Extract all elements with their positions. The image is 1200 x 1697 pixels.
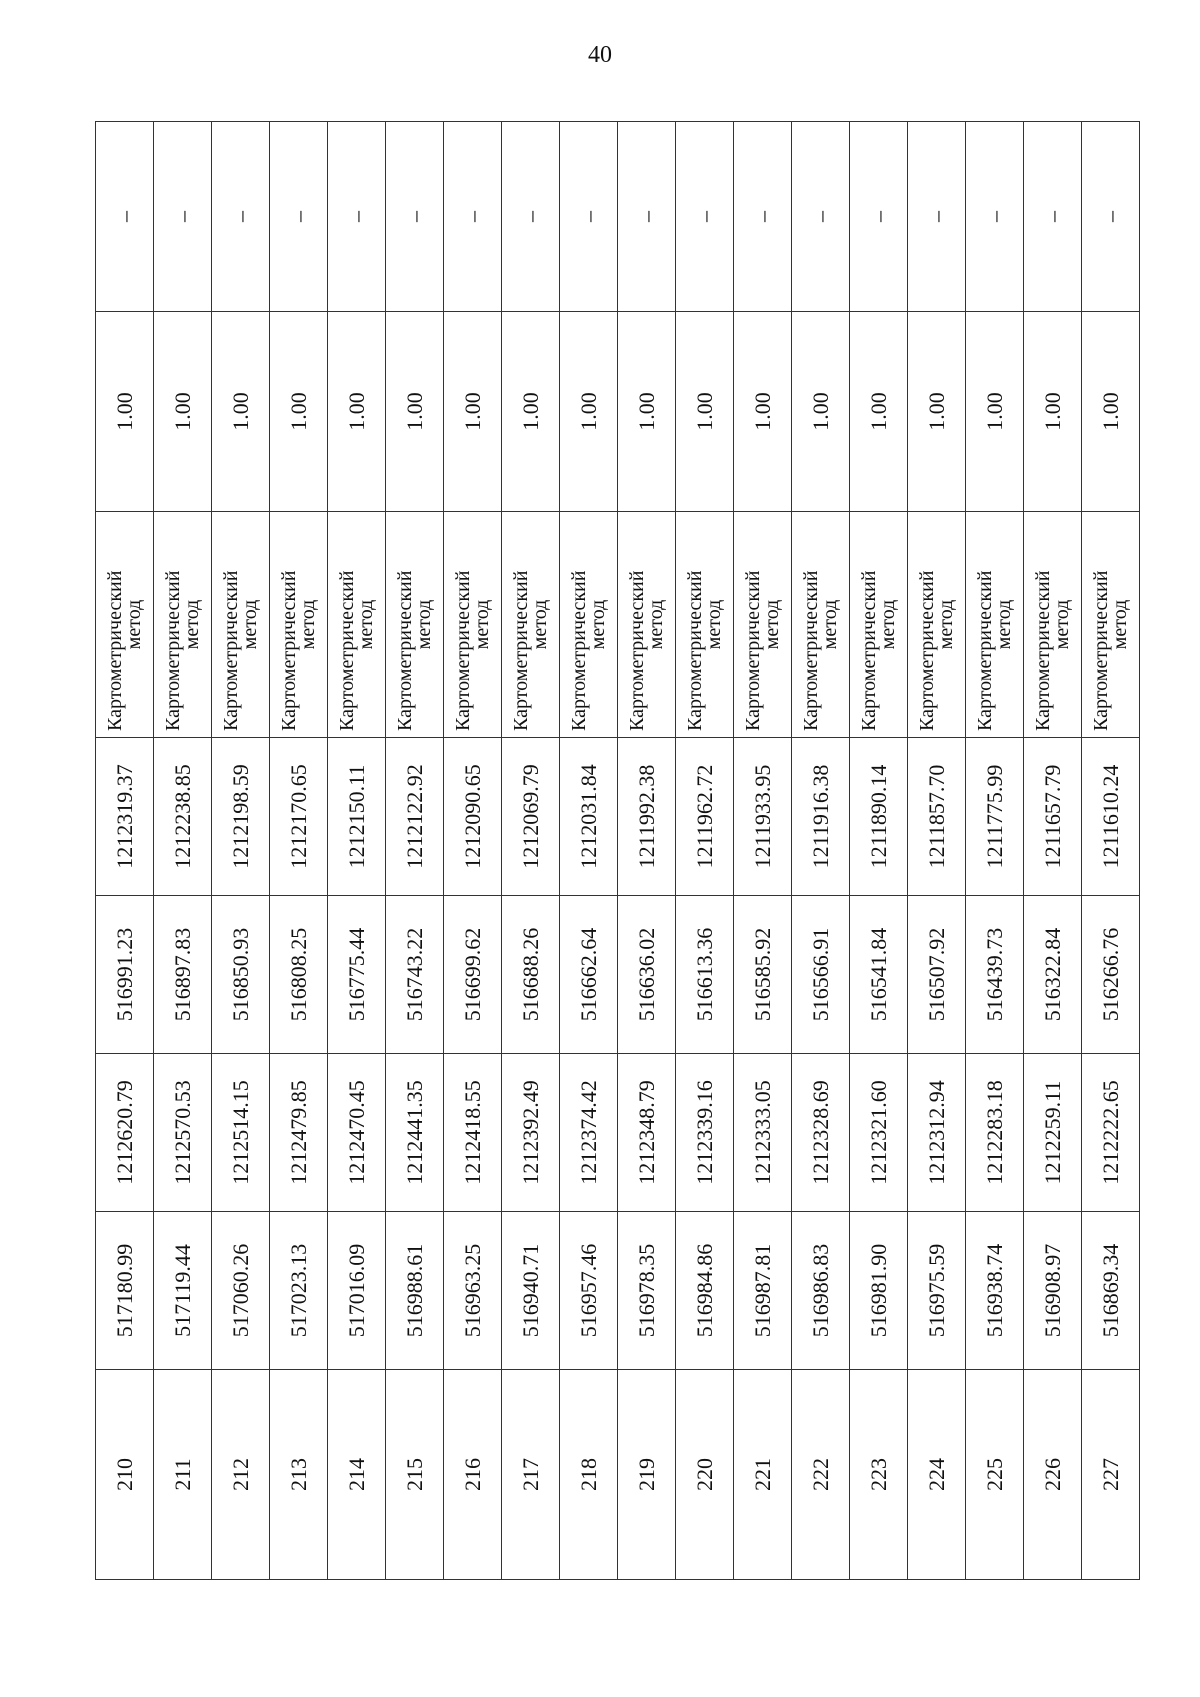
note-cell: – bbox=[270, 122, 328, 312]
method-cell bbox=[966, 512, 1024, 738]
point-number-cell: 212 bbox=[212, 1370, 270, 1580]
table-row bbox=[444, 122, 502, 1580]
method-cell bbox=[502, 512, 560, 738]
x-coordinate-2-cell: 516507.92 bbox=[908, 896, 966, 1054]
y-coordinate-cell: 1212418.55 bbox=[444, 1054, 502, 1212]
y-coordinate-cell: 1212479.85 bbox=[270, 1054, 328, 1212]
x-coordinate-cell: 517180.99 bbox=[96, 1212, 154, 1370]
precision-cell: 1.00 bbox=[966, 312, 1024, 512]
method-line-1: Картометрический bbox=[683, 570, 706, 731]
table-row bbox=[1024, 122, 1082, 1580]
method-cell bbox=[734, 512, 792, 738]
method-line-1: Картометрический bbox=[451, 570, 474, 731]
x-coordinate-cell: 516938.74 bbox=[966, 1212, 1024, 1370]
y-coordinate-2-cell: 1211916.38 bbox=[792, 738, 850, 896]
precision-cell: 1.00 bbox=[212, 312, 270, 512]
method-line-1: Картометрический bbox=[509, 570, 532, 731]
method-cell bbox=[908, 512, 966, 738]
method-cell bbox=[96, 512, 154, 738]
table-row bbox=[734, 122, 792, 1580]
note-cell: – bbox=[154, 122, 212, 312]
method-cell bbox=[1082, 512, 1140, 738]
point-number-cell: 217 bbox=[502, 1370, 560, 1580]
y-coordinate-2-cell: 1212319.37 bbox=[96, 738, 154, 896]
method-line-1: Картометрический bbox=[219, 570, 242, 731]
y-coordinate-cell: 1212333.05 bbox=[734, 1054, 792, 1212]
y-coordinate-cell: 1212222.65 bbox=[1082, 1054, 1140, 1212]
precision-cell: 1.00 bbox=[734, 312, 792, 512]
point-number-cell: 222 bbox=[792, 1370, 850, 1580]
x-coordinate-cell: 517016.09 bbox=[328, 1212, 386, 1370]
y-coordinate-cell: 1212259.11 bbox=[1024, 1054, 1082, 1212]
y-coordinate-2-cell: 1211890.14 bbox=[850, 738, 908, 896]
page-number: 40 bbox=[588, 42, 612, 68]
table-row bbox=[966, 122, 1024, 1580]
y-coordinate-2-cell: 1212090.65 bbox=[444, 738, 502, 896]
note-cell: – bbox=[792, 122, 850, 312]
method-line-1: Картометрический bbox=[335, 570, 358, 731]
y-coordinate-2-cell: 1211962.72 bbox=[676, 738, 734, 896]
x-coordinate-2-cell: 516699.62 bbox=[444, 896, 502, 1054]
x-coordinate-2-cell: 516897.83 bbox=[154, 896, 212, 1054]
method-line-2: метод bbox=[644, 599, 667, 650]
method-cell bbox=[850, 512, 908, 738]
method-line-1: Картометрический bbox=[161, 570, 184, 731]
x-coordinate-cell: 516908.97 bbox=[1024, 1212, 1082, 1370]
y-coordinate-cell: 1212620.79 bbox=[96, 1054, 154, 1212]
method-line-2: метод bbox=[818, 599, 841, 650]
method-cell bbox=[212, 512, 270, 738]
table-row bbox=[850, 122, 908, 1580]
note-cell: – bbox=[560, 122, 618, 312]
point-number-cell: 210 bbox=[96, 1370, 154, 1580]
table-row bbox=[386, 122, 444, 1580]
y-coordinate-cell: 1212441.35 bbox=[386, 1054, 444, 1212]
x-coordinate-2-cell: 516662.64 bbox=[560, 896, 618, 1054]
method-line-2: метод bbox=[180, 599, 203, 650]
method-line-2: метод bbox=[586, 599, 609, 650]
method-line-1: Картометрический bbox=[857, 570, 880, 731]
method-line-2: метод bbox=[122, 599, 145, 650]
x-coordinate-cell: 516975.59 bbox=[908, 1212, 966, 1370]
note-cell: – bbox=[966, 122, 1024, 312]
point-number-cell: 221 bbox=[734, 1370, 792, 1580]
x-coordinate-2-cell: 516775.44 bbox=[328, 896, 386, 1054]
y-coordinate-2-cell: 1212170.65 bbox=[270, 738, 328, 896]
note-cell: – bbox=[1024, 122, 1082, 312]
method-line-1: Картометрический bbox=[1089, 570, 1112, 731]
note-cell: – bbox=[212, 122, 270, 312]
y-coordinate-cell: 1212321.60 bbox=[850, 1054, 908, 1212]
precision-cell: 1.00 bbox=[96, 312, 154, 512]
method-line-1: Картометрический bbox=[625, 570, 648, 731]
point-number-cell: 225 bbox=[966, 1370, 1024, 1580]
note-cell: – bbox=[734, 122, 792, 312]
method-cell bbox=[270, 512, 328, 738]
table-row bbox=[908, 122, 966, 1580]
method-line-2: метод bbox=[992, 599, 1015, 650]
method-line-1: Картометрический bbox=[915, 570, 938, 731]
x-coordinate-2-cell: 516850.93 bbox=[212, 896, 270, 1054]
method-cell bbox=[792, 512, 850, 738]
table-row bbox=[154, 122, 212, 1580]
x-coordinate-2-cell: 516322.84 bbox=[1024, 896, 1082, 1054]
note-cell: – bbox=[850, 122, 908, 312]
method-line-2: метод bbox=[412, 599, 435, 650]
point-number-cell: 214 bbox=[328, 1370, 386, 1580]
method-cell bbox=[676, 512, 734, 738]
precision-cell: 1.00 bbox=[560, 312, 618, 512]
y-coordinate-2-cell: 1211775.99 bbox=[966, 738, 1024, 896]
precision-cell: 1.00 bbox=[386, 312, 444, 512]
coordinates-table-container bbox=[95, 122, 1140, 1580]
method-line-1: Картометрический bbox=[103, 570, 126, 731]
y-coordinate-2-cell: 1212238.85 bbox=[154, 738, 212, 896]
method-line-2: метод bbox=[702, 599, 725, 650]
y-coordinate-2-cell: 1211610.24 bbox=[1082, 738, 1140, 896]
y-coordinate-cell: 1212570.53 bbox=[154, 1054, 212, 1212]
y-coordinate-2-cell: 1212150.11 bbox=[328, 738, 386, 896]
point-number-cell: 223 bbox=[850, 1370, 908, 1580]
x-coordinate-2-cell: 516566.91 bbox=[792, 896, 850, 1054]
precision-cell: 1.00 bbox=[154, 312, 212, 512]
precision-cell: 1.00 bbox=[618, 312, 676, 512]
precision-cell: 1.00 bbox=[1024, 312, 1082, 512]
x-coordinate-cell: 516986.83 bbox=[792, 1212, 850, 1370]
y-coordinate-cell: 1212374.42 bbox=[560, 1054, 618, 1212]
method-line-1: Картометрический bbox=[567, 570, 590, 731]
method-cell bbox=[328, 512, 386, 738]
table-row bbox=[792, 122, 850, 1580]
x-coordinate-2-cell: 516439.73 bbox=[966, 896, 1024, 1054]
note-cell: – bbox=[328, 122, 386, 312]
method-cell bbox=[1024, 512, 1082, 738]
method-line-1: Картометрический bbox=[973, 570, 996, 731]
coordinates-table bbox=[95, 121, 1140, 1580]
x-coordinate-cell: 516987.81 bbox=[734, 1212, 792, 1370]
table-row bbox=[270, 122, 328, 1580]
method-cell bbox=[618, 512, 676, 738]
method-cell bbox=[444, 512, 502, 738]
x-coordinate-2-cell: 516743.22 bbox=[386, 896, 444, 1054]
note-cell: – bbox=[96, 122, 154, 312]
method-line-2: метод bbox=[1050, 599, 1073, 650]
x-coordinate-cell: 516978.35 bbox=[618, 1212, 676, 1370]
table-row bbox=[96, 122, 154, 1580]
note-cell: – bbox=[908, 122, 966, 312]
x-coordinate-cell: 516984.86 bbox=[676, 1212, 734, 1370]
precision-cell: 1.00 bbox=[502, 312, 560, 512]
method-line-2: метод bbox=[296, 599, 319, 650]
y-coordinate-2-cell: 1211857.70 bbox=[908, 738, 966, 896]
method-cell bbox=[560, 512, 618, 738]
y-coordinate-cell: 1212339.16 bbox=[676, 1054, 734, 1212]
x-coordinate-cell: 517060.26 bbox=[212, 1212, 270, 1370]
method-line-1: Картометрический bbox=[277, 570, 300, 731]
method-line-2: метод bbox=[470, 599, 493, 650]
point-number-cell: 213 bbox=[270, 1370, 328, 1580]
point-number-cell: 226 bbox=[1024, 1370, 1082, 1580]
method-line-1: Картометрический bbox=[741, 570, 764, 731]
method-cell bbox=[386, 512, 444, 738]
precision-cell: 1.00 bbox=[850, 312, 908, 512]
y-coordinate-2-cell: 1211992.38 bbox=[618, 738, 676, 896]
x-coordinate-2-cell: 516808.25 bbox=[270, 896, 328, 1054]
method-line-1: Картометрический bbox=[1031, 570, 1054, 731]
y-coordinate-2-cell: 1212069.79 bbox=[502, 738, 560, 896]
y-coordinate-cell: 1212348.79 bbox=[618, 1054, 676, 1212]
method-line-2: метод bbox=[876, 599, 899, 650]
precision-cell: 1.00 bbox=[676, 312, 734, 512]
x-coordinate-cell: 516957.46 bbox=[560, 1212, 618, 1370]
table-row bbox=[212, 122, 270, 1580]
point-number-cell: 216 bbox=[444, 1370, 502, 1580]
method-line-1: Картометрический bbox=[393, 570, 416, 731]
precision-cell: 1.00 bbox=[908, 312, 966, 512]
precision-cell: 1.00 bbox=[444, 312, 502, 512]
y-coordinate-cell: 1212470.45 bbox=[328, 1054, 386, 1212]
precision-cell: 1.00 bbox=[1082, 312, 1140, 512]
note-cell: – bbox=[444, 122, 502, 312]
y-coordinate-cell: 1212392.49 bbox=[502, 1054, 560, 1212]
method-line-1: Картометрический bbox=[799, 570, 822, 731]
table-row bbox=[618, 122, 676, 1580]
x-coordinate-cell: 516988.61 bbox=[386, 1212, 444, 1370]
table-row bbox=[1082, 122, 1140, 1580]
y-coordinate-2-cell: 1212031.84 bbox=[560, 738, 618, 896]
x-coordinate-cell: 516963.25 bbox=[444, 1212, 502, 1370]
note-cell: – bbox=[386, 122, 444, 312]
x-coordinate-2-cell: 516541.84 bbox=[850, 896, 908, 1054]
x-coordinate-cell: 517023.13 bbox=[270, 1212, 328, 1370]
x-coordinate-cell: 516940.71 bbox=[502, 1212, 560, 1370]
y-coordinate-cell: 1212328.69 bbox=[792, 1054, 850, 1212]
precision-cell: 1.00 bbox=[270, 312, 328, 512]
precision-cell: 1.00 bbox=[792, 312, 850, 512]
note-cell: – bbox=[676, 122, 734, 312]
table-row bbox=[676, 122, 734, 1580]
method-line-2: метод bbox=[1108, 599, 1131, 650]
method-line-2: метод bbox=[760, 599, 783, 650]
x-coordinate-2-cell: 516991.23 bbox=[96, 896, 154, 1054]
point-number-cell: 227 bbox=[1082, 1370, 1140, 1580]
point-number-cell: 215 bbox=[386, 1370, 444, 1580]
y-coordinate-cell: 1212514.15 bbox=[212, 1054, 270, 1212]
x-coordinate-2-cell: 516613.36 bbox=[676, 896, 734, 1054]
x-coordinate-cell: 516869.34 bbox=[1082, 1212, 1140, 1370]
x-coordinate-2-cell: 516585.92 bbox=[734, 896, 792, 1054]
note-cell: – bbox=[1082, 122, 1140, 312]
method-line-2: метод bbox=[238, 599, 261, 650]
x-coordinate-2-cell: 516688.26 bbox=[502, 896, 560, 1054]
y-coordinate-cell: 1212283.18 bbox=[966, 1054, 1024, 1212]
method-line-2: метод bbox=[354, 599, 377, 650]
x-coordinate-cell: 516981.90 bbox=[850, 1212, 908, 1370]
table-body bbox=[96, 122, 1140, 1580]
x-coordinate-2-cell: 516636.02 bbox=[618, 896, 676, 1054]
point-number-cell: 220 bbox=[676, 1370, 734, 1580]
x-coordinate-2-cell: 516266.76 bbox=[1082, 896, 1140, 1054]
y-coordinate-2-cell: 1212198.59 bbox=[212, 738, 270, 896]
y-coordinate-2-cell: 1211657.79 bbox=[1024, 738, 1082, 896]
point-number-cell: 224 bbox=[908, 1370, 966, 1580]
note-cell: – bbox=[502, 122, 560, 312]
table-row bbox=[502, 122, 560, 1580]
point-number-cell: 219 bbox=[618, 1370, 676, 1580]
table-row bbox=[328, 122, 386, 1580]
precision-cell: 1.00 bbox=[328, 312, 386, 512]
y-coordinate-cell: 1212312.94 bbox=[908, 1054, 966, 1212]
point-number-cell: 211 bbox=[154, 1370, 212, 1580]
x-coordinate-cell: 517119.44 bbox=[154, 1212, 212, 1370]
method-cell bbox=[154, 512, 212, 738]
method-line-2: метод bbox=[528, 599, 551, 650]
y-coordinate-2-cell: 1212122.92 bbox=[386, 738, 444, 896]
note-cell: – bbox=[618, 122, 676, 312]
y-coordinate-2-cell: 1211933.95 bbox=[734, 738, 792, 896]
table-row bbox=[560, 122, 618, 1580]
method-line-2: метод bbox=[934, 599, 957, 650]
point-number-cell: 218 bbox=[560, 1370, 618, 1580]
